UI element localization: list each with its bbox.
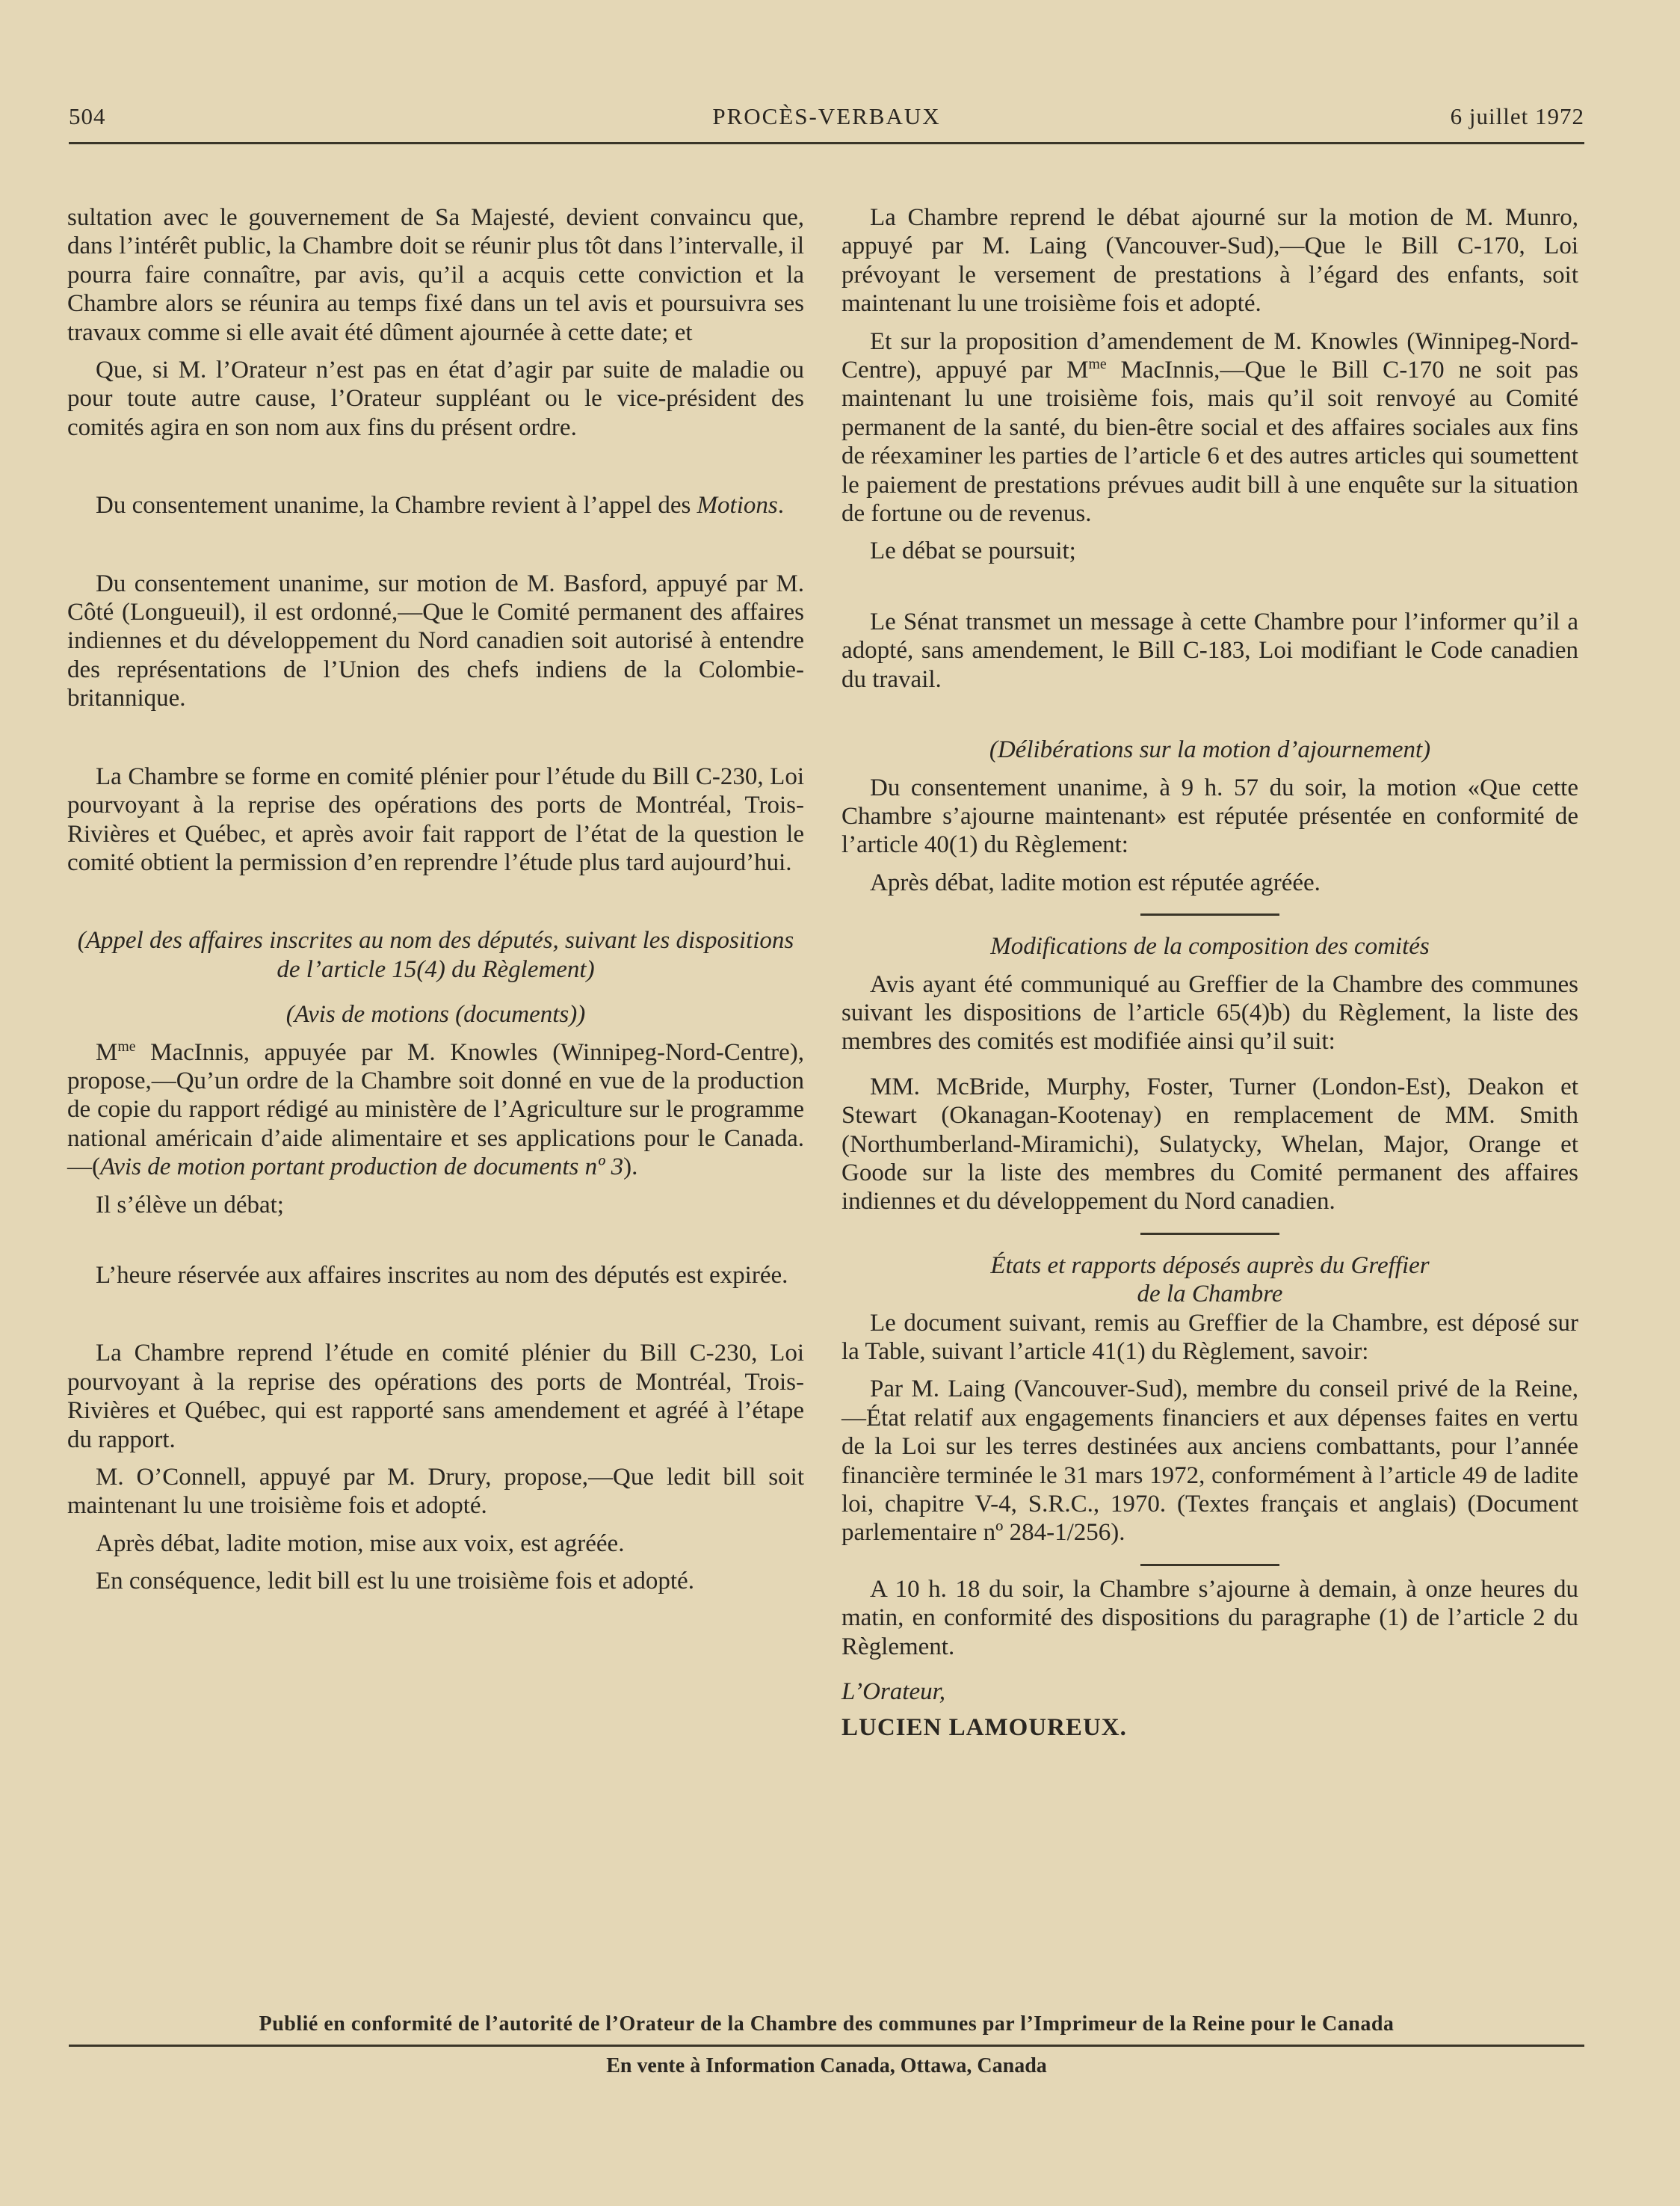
page-header <box>69 103 1584 139</box>
paragraph: $M^{me}$ MacInnis, appuyée par M. Knowles (Winnipeg-Nord-Centre), propose,—Qu’un ordre de la Chambre soit donné en vue de la production de copie du rapport rédigé au ministère de l’Agriculture sur le programme national américain d’aide alimentaire et ses applications pour le Canada.—(Avis de motion portant production de documents nº 3). <box>67 1038 804 1181</box>
paragraph: Après débat, ladite motion, mise aux voix, est agréée. <box>96 1529 625 1557</box>
page-number: 504 <box>69 103 106 129</box>
paragraph: Par M. Laing (Vancouver-Sud), membre du conseil privé de la Reine,—État relatif aux engagements financiers et aux dépenses faites en vertu de la Loi sur les terres destinées aux anciens combattants, pour l’année financière terminée le 31 mars 1972, conformément à l’article 49 de ladite loi, chapitre V-4, S.R.C., 1970. (Textes français et anglais) (Document parlementaire nº 284-1/256). <box>841 1375 1578 1547</box>
signature-name: LUCIEN LAMOUREUX. <box>841 1714 1127 1742</box>
header-rule <box>69 142 1584 144</box>
paragraph: M. O’Connell, appuyé par M. Drury, propose,—Que ledit bill soit maintenant lu une troisième fois et adopté. <box>67 1464 804 1520</box>
paragraph: La Chambre reprend l’étude en comité plénier du Bill C-230, Loi pourvoyant à la reprise des opérations des ports de Montréal, Trois-Rivières et Québec, qui est rapporté sans amendement et agréé à l’étape du rapport. <box>67 1340 804 1453</box>
section-heading: (Délibérations sur la motion d’ajournement) <box>989 736 1431 764</box>
publication-notice: Publié en conformité de l’autorité de l’Orateur de la Chambre des communes par l’Imprimeur de la Reine pour le Canada <box>259 2012 1395 2036</box>
paragraph: La Chambre se forme en comité plénier pour l’étude du Bill C-230, Loi pourvoyant à la reprise des opérations des ports de Montréal, Trois-Rivières et Québec, et après avoir fait rapport de l’état de la question le comité obtient la permission d’en reprendre l’étude plus tard aujourd’hui. <box>67 762 804 876</box>
paragraph: MM. McBride, Murphy, Foster, Turner (London-Est), Deakon et Stewart (Okanagan-Kootenay) en remplacement de MM. Smith (Northumberland-Miramichi), Sulatycky, Whelan, Major, Orange et Goode sur la liste des membres du Comité permanent des affaires indiennes et du développement du Nord canadien. <box>841 1073 1578 1216</box>
paragraph: Après débat, ladite motion est réputée agréée. <box>870 869 1321 896</box>
signature-title: L’Orateur, <box>841 1678 946 1706</box>
paragraph: Avis ayant été communiqué au Greffier de la Chambre des communes suivant les dispositions de l’article 65(4)b) du Règlement, la liste des membres des comités est modifiée ainsi qu’il suit: <box>841 970 1578 1056</box>
paragraph: sultation avec le gouvernement de Sa Majesté, devient convaincu que, dans l’intérêt public, la Chambre doit se réunir plus tôt dans l’intervalle, il pourra faire connaître, par avis, qu’il a acquis cette conviction et la Chambre alors se réunira au temps fixé dans un tel avis et poursuivra ses travaux comme si elle avait été dûment ajournée à cette date; et <box>67 204 804 346</box>
page-date: 6 juillet 1972 <box>1450 103 1584 129</box>
section-heading: États et rapports déposés auprès du Greffier de la Chambre <box>990 1251 1430 1308</box>
left-column <box>67 203 804 1596</box>
paragraph: A 10 h. 18 du soir, la Chambre s’ajourne à demain, à onze heures du matin, en conformité des dispositions du paragraphe (1) de l’article 2 du Règlement. <box>841 1575 1578 1660</box>
section-heading: (Avis de motions (documents)) <box>285 1001 586 1029</box>
paragraph: Le débat se poursuit; <box>870 537 1076 565</box>
footer-rule <box>69 2045 1584 2047</box>
paragraph: L’heure réservée aux affaires inscrites au nom des députés est expirée. <box>96 1261 788 1289</box>
sale-notice: En vente à Information Canada, Ottawa, Canada <box>606 2054 1047 2077</box>
section-heading: Modifications de la composition des comités <box>990 933 1430 961</box>
paragraph: La Chambre reprend le débat ajourné sur la motion de M. Munro, appuyé par M. Laing (Vancouver-Sud),—Que le Bill C-170, Loi prévoyant le versement de prestations à l’égard des enfants, soit maintenant lu une troisième fois et adopté. <box>841 204 1578 318</box>
paragraph: Du consentement unanime, à 9 h. 57 du soir, la motion «Que cette Chambre s’ajourne maintenant» est réputée présentée en conformité de l’article 40(1) du Règlement: <box>841 774 1578 859</box>
paragraph: Du consentement unanime, la Chambre revient à l’appel des Motions. <box>96 492 784 520</box>
page-title: PROCÈS-VERBAUX <box>712 103 941 129</box>
right-column <box>841 203 1578 1743</box>
paragraph: En conséquence, ledit bill est lu une troisième fois et adopté. <box>96 1568 694 1595</box>
paragraph: Il s’élève un débat; <box>96 1191 284 1218</box>
paragraph: Le Sénat transmet un message à cette Chambre pour l’informer qu’il a adopté, sans amendement, le Bill C-183, Loi modifiant le Code canadien du travail. <box>841 608 1578 693</box>
paragraph: Le document suivant, remis au Greffier de la Chambre, est déposé sur la Table, suivant l’article 41(1) du Règlement, savoir: <box>841 1309 1578 1365</box>
paragraph: Du consentement unanime, sur motion de M. Basford, appuyé par M. Côté (Longueuil), il est ordonné,—Que le Comité permanent des affaires indiennes et du développement du Nord canadien soit autorisé à entendre des représentations de l’Union des chefs indiens de la Colombie-britannique. <box>67 570 804 712</box>
paragraph: Que, si M. l’Orateur n’est pas en état d’agir par suite de maladie ou pour toute autre cause, l’Orateur suppléant ou le vice-président des comités agira en son nom aux fins du présent ordre. <box>67 357 804 441</box>
section-heading: (Appel des affaires inscrites au nom des députés, suivant les dispositions de l’article 15(4) du Règlement) <box>77 927 794 983</box>
paragraph: Et sur la proposition d’amendement de M. Knowles (Winnipeg-Nord-Centre), appuyé par $M^{me}$ MacInnis,—Que le Bill C-170 ne soit pas maintenant lu une troisième fois, mais qu’il soit renvoyé au Comité permanent de la santé, du bien-être social et des affaires sociales aux fins de réexaminer les parties de l’article 6 et des autres articles qui soumettent le paiement de prestations prévues audit bill à une enquête sur la situation de fortune ou de revenus. <box>841 327 1578 528</box>
